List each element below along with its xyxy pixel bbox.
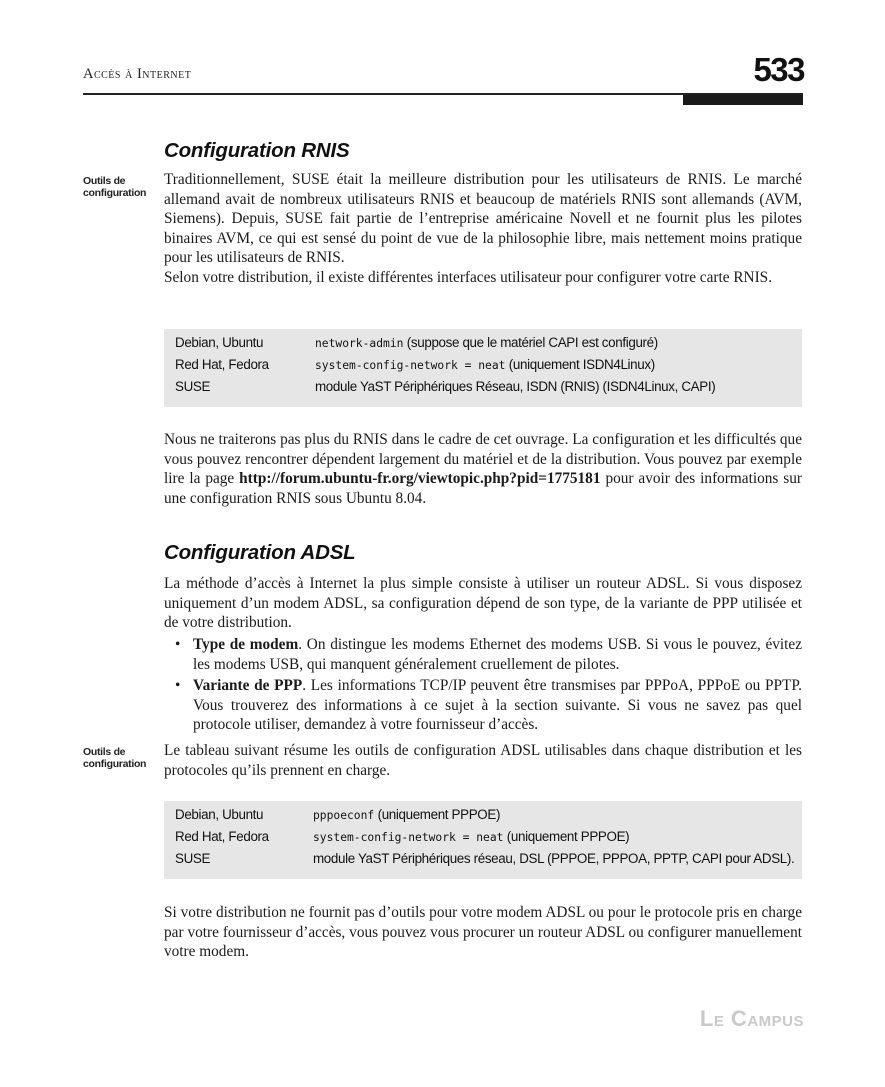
- distribution-name: SUSE: [175, 379, 211, 394]
- tool-description: [313, 804, 500, 827]
- tool-note: (suppose que le matériel CAPI est configuré): [403, 335, 658, 350]
- distribution-name: SUSE: [175, 851, 211, 866]
- tools-table-rnis: [164, 329, 802, 407]
- list-item: [164, 635, 802, 674]
- margin-note-rnis: Outils de configuration: [83, 175, 147, 199]
- list-item-text: . Les informations TCP/IP peuvent être transmises par PPPoA, PPPoE ou PPTP. Vous trouverez des informations à ce sujet à la section suivante. Si vous ne savez pas quel protocole utiliser, demandez à votre fournisseur d’accès.: [193, 677, 802, 733]
- tool-command: system-config-network = neat: [313, 831, 504, 844]
- running-header-title: Accès à Internet: [83, 66, 192, 82]
- bullet-icon: •: [175, 677, 181, 694]
- paragraph-adsl-table-intro: Le tableau suivant résume les outils de configuration ADSL utilisables dans chaque distribution et les protocoles qu’ils prennent en charge.: [164, 742, 802, 779]
- publisher-logo: Le Campus: [699, 1006, 804, 1031]
- paragraph-adsl-intro: La méthode d’accès à Internet la plus simple consiste à utiliser un routeur ADSL. Si vous disposez uniquement d’un modem ADSL, sa configuration dépend de son type, de la variante de PPP utilisée et de votre distribution.: [164, 575, 802, 631]
- list-item-term: Variante de PPP: [193, 677, 303, 694]
- tools-table-adsl: [164, 801, 802, 879]
- tool-description: [313, 826, 629, 849]
- tools-row: [175, 848, 794, 870]
- paragraph-rnis-intro: Traditionnellement, SUSE était la meilleure distribution pour les utilisateurs de RNIS. Le marché allemand avait de nombreux utilisateurs RNIS et beaucoup de matériels RNIS sont allemands (AVM, Siemens). Depuis, SUSE fait partie de l’entreprise américaine Novell et ne fournit plus les pilotes binaires AVM, ce qui est sensé du point de vue de la philosophie libre, mais nettement moins pratique pour les utilisateurs de RNIS.: [164, 171, 802, 266]
- tool-command: system-config-network = neat: [315, 359, 506, 372]
- header-block: [683, 95, 803, 105]
- tool-description: [315, 332, 658, 355]
- tool-note: (uniquement ISDN4Linux): [505, 357, 655, 372]
- adsl-factor-list: [164, 635, 802, 737]
- section-heading-rnis: Configuration RNIS: [164, 139, 350, 162]
- distribution-name: Red Hat, Fedora: [175, 357, 269, 372]
- tools-row: [175, 332, 794, 354]
- tools-row: [175, 376, 794, 398]
- tool-description: [315, 376, 715, 398]
- tool-description: [313, 848, 794, 870]
- paragraph-text: pour avoir des informations sur une configuration RNIS sous Ubuntu 8.04.: [164, 470, 802, 507]
- tool-note: module YaST Périphériques Réseau, ISDN (RNIS) (ISDN4Linux, CAPI): [315, 379, 716, 394]
- forum-link[interactable]: http://forum.ubuntu-fr.org/viewtopic.php?pid=1775181: [239, 470, 601, 487]
- distribution-name: Debian, Ubuntu: [175, 807, 264, 822]
- tool-note: (uniquement PPPOE): [503, 829, 630, 844]
- paragraph-text: Nous ne traiterons pas plus du RNIS dans le cadre de cet ouvrage. La configuration et les difficultés que vous pouvez rencontrer dépendent largement du matériel et de la distribution. Vous pouvez par exemple lire la page: [164, 431, 802, 487]
- tool-command: pppoeconf: [313, 809, 375, 822]
- paragraph-rnis-interfaces: Selon votre distribution, il existe différentes interfaces utilisateur pour configurer votre carte RNIS.: [164, 269, 773, 286]
- margin-note-adsl: Outils de configuration: [83, 746, 147, 770]
- tool-description: [315, 354, 655, 377]
- paragraph-rnis-conclusion: [164, 430, 802, 508]
- section-heading-adsl: Configuration ADSL: [164, 541, 356, 564]
- distribution-name: Red Hat, Fedora: [175, 829, 269, 844]
- distribution-name: Debian, Ubuntu: [175, 335, 264, 350]
- paragraph-adsl-conclusion: Si votre distribution ne fournit pas d’outils pour votre modem ADSL ou pour le protocole pris en charge par votre fournisseur d’accès, vous pouvez vous procurer un routeur ADSL ou configurer manuellement votre modem.: [164, 904, 802, 960]
- list-item-text: . On distingue les modems Ethernet des modems USB. Si vous le pouvez, évitez les modems USB, qui manquent généralement cruellement de pilotes.: [193, 636, 803, 673]
- tools-row: [175, 826, 794, 848]
- bullet-icon: •: [175, 636, 181, 653]
- tool-command: network-admin: [315, 337, 404, 350]
- tool-note: (uniquement PPPOE): [374, 807, 501, 822]
- tools-row: [175, 804, 794, 826]
- tools-row: [175, 354, 794, 376]
- list-item: [164, 676, 802, 735]
- page-number: 533: [753, 51, 804, 88]
- list-item-term: Type de modem: [193, 636, 299, 653]
- tool-note: module YaST Périphériques réseau, DSL (PPPOE, PPPOA, PPTP, CAPI pour ADSL).: [313, 851, 795, 866]
